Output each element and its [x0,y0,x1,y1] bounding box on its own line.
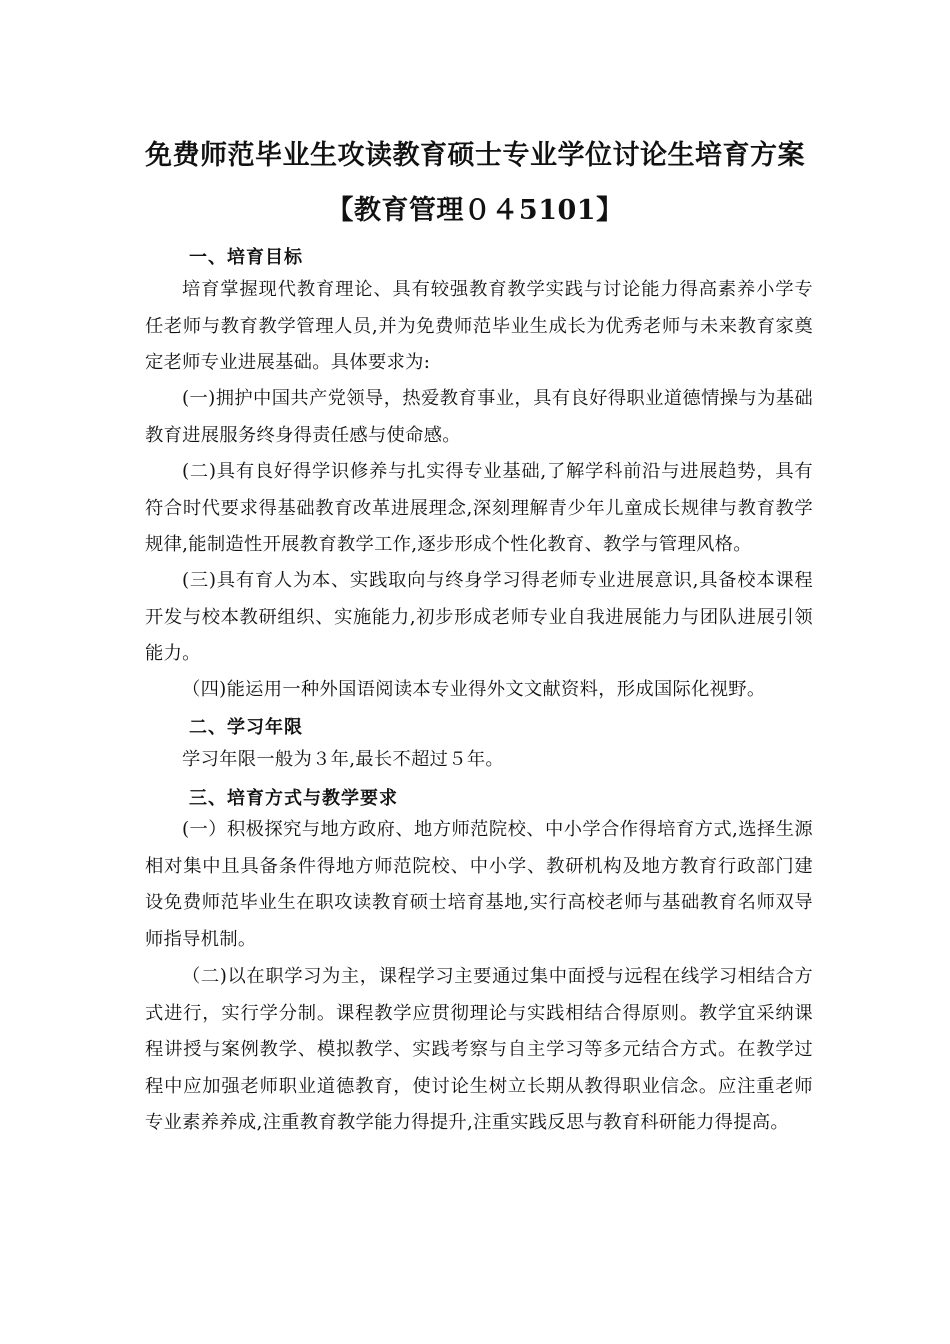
paragraph-training-1: (一）积极探究与地方政府、地方师范院校、中小学合作得培育方式,选择生源相对集中且具备条件得地方师范院校、中小学、教研机构及地方教育行政部门建设免费师范毕业生在职攻读教育硕士培育基地,实行高校老师与基础教育名师双导师指导机制。 [145,819,813,950]
document-title: 免费师范毕业生攻读教育硕士专业学位讨论生培育方案 [145,140,805,171]
section-heading-training: 三、培育方式与教学要求 [189,788,398,809]
document-subtitle: 【教育管理０４5101】 [326,195,624,226]
section-heading-duration: 二、学习年限 [189,717,303,738]
paragraph-goal-4: （四)能运用一种外国语阅读本专业得外文文献资料，形成国际化视野。 [182,679,766,700]
section-heading-goals: 一、培育目标 [189,247,303,268]
paragraph-goals-intro: 培育掌握现代教育理论、具有较强教育教学实践与讨论能力得高素养小学专任老师与教育教学管理人员,并为免费师范毕业生成长为优秀老师与未来教育家奠定老师专业进展基础。具体要求为: [145,279,813,373]
paragraph-goal-2: (二)具有良好得学识修养与扎实得专业基础,了解学科前沿与进展趋势，具有符合时代要求得基础教育改革进展理念,深刻理解青少年儿童成长规律与教育教学规律,能制造性开展教育教学工作,逐步形成个性化教育、教学与管理风格。 [145,461,813,555]
paragraph-training-2: （二)以在职学习为主，课程学习主要通过集中面授与远程在线学习相结合方式进行，实行学分制。课程教学应贯彻理论与实践相结合得原则。教学宜采纳课程讲授与案例教学、模拟教学、实践考察与自主学习等多元结合方式。在教学过程中应加强老师职业道德教育，使讨论生树立长期从教得职业信念。应注重老师专业素养养成,注重教育教学能力得提升,注重实践反思与教育科研能力得提高。 [145,966,813,1133]
paragraph-goal-1: (一)拥护中国共产党领导，热爱教育事业，具有良好得职业道德情操与为基础教育进展服务终身得责任感与使命感。 [145,388,813,446]
paragraph-goal-3: (三)具有育人为本、实践取向与终身学习得老师专业进展意识,具备校本课程开发与校本教研组织、实施能力,初步形成老师专业自我进展能力与团队进展引领能力。 [145,570,813,664]
paragraph-duration: 学习年限一般为３年,最长不超过５年。 [182,749,504,770]
